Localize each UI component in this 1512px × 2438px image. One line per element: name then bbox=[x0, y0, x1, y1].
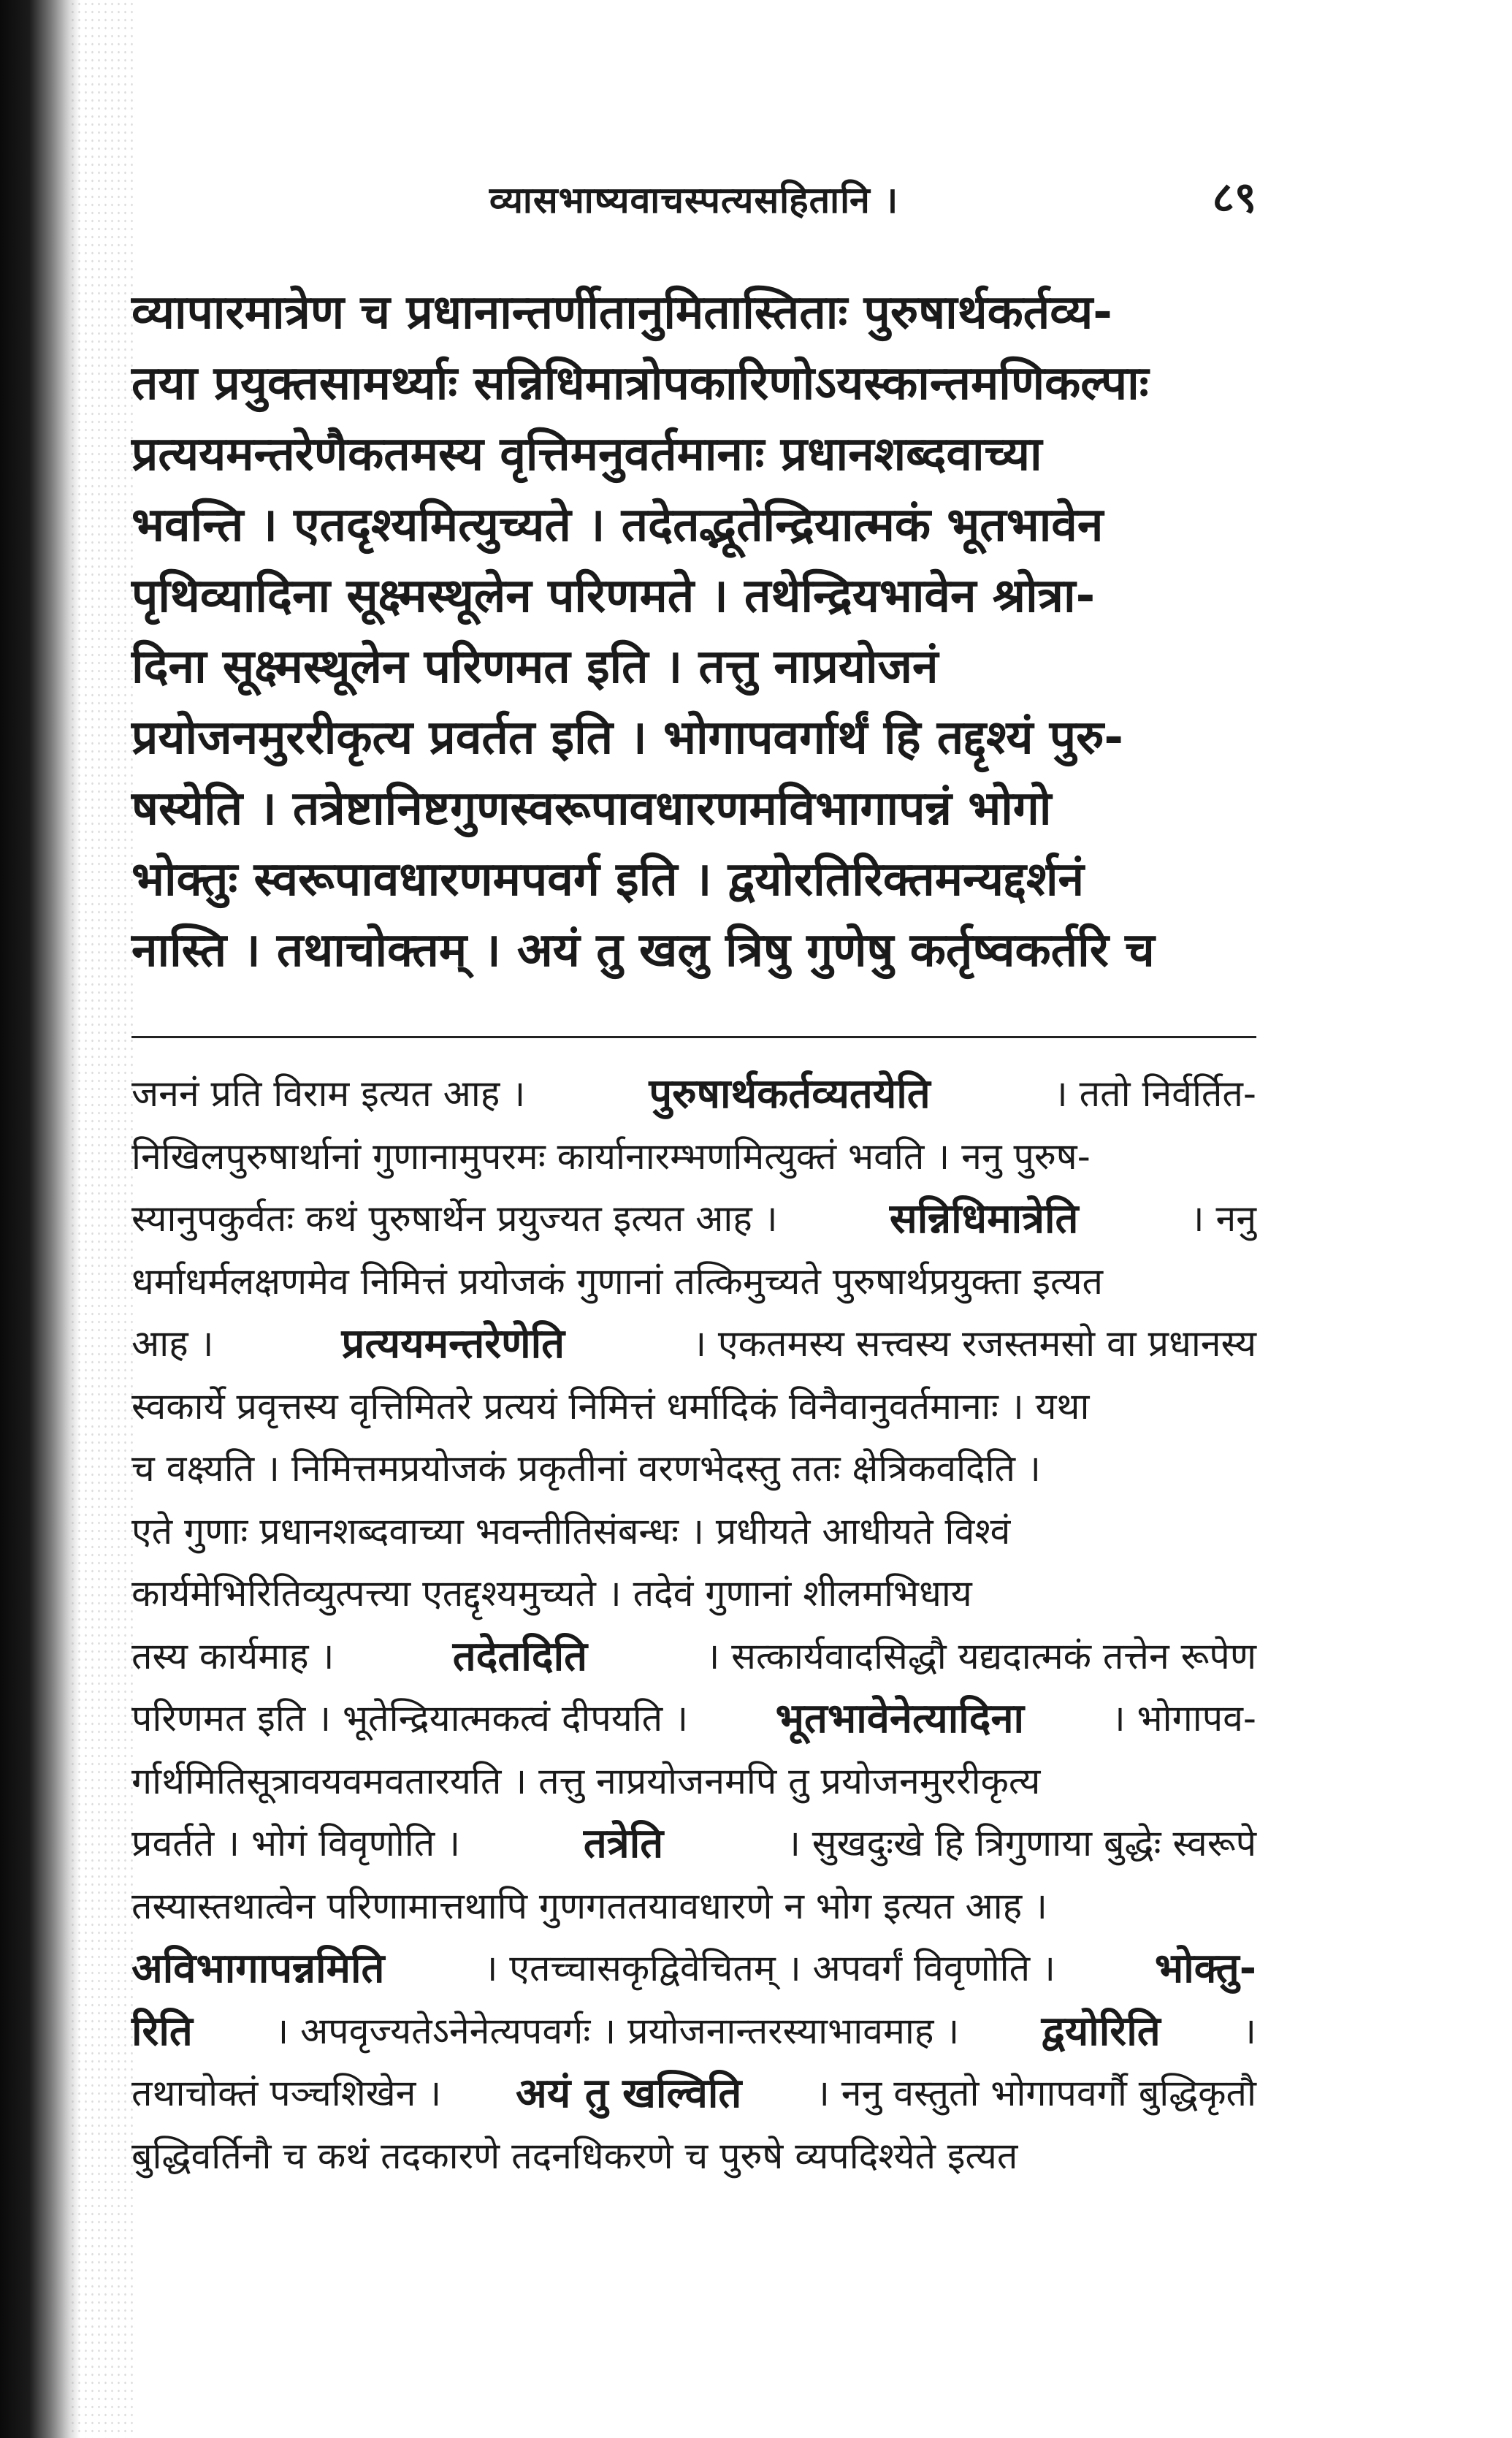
commentary-text: । ननु वस्तुतो भोगापवर्गौ बुद्धिकृतौ bbox=[815, 2072, 1256, 2114]
commentary-text: एते गुणाः प्रधानशब्दवाच्या भवन्तीतिसंबन्धः । प्रधीयते आधीयते विश्वं bbox=[131, 1509, 1011, 1553]
main-text-line: षस्येति । तत्रेष्टानिष्टगुणस्वरूपावधारणमविभागापन्नं भोगो bbox=[131, 782, 1052, 836]
commentary-line bbox=[131, 1751, 1256, 1813]
commentary-line bbox=[131, 1938, 1256, 2000]
commentary-lemma: सन्निधिमात्रेति bbox=[889, 1195, 1079, 1243]
commentary-block bbox=[131, 1063, 1256, 2187]
commentary-text: । भोगापव- bbox=[1111, 1697, 1256, 1740]
commentary-line bbox=[131, 1313, 1256, 1376]
commentary-lemma: अयं तु खल्विति bbox=[515, 2070, 742, 2117]
commentary-text: । ततो निर्वर्तित- bbox=[1053, 1073, 1256, 1115]
commentary-lemma: प्रत्ययमन्तरेणेति bbox=[341, 1320, 565, 1368]
commentary-lemma: अविभागापन्नमिति bbox=[131, 1945, 385, 1992]
commentary-text: तथाचोक्तं पञ्चशिखेन । bbox=[131, 2072, 442, 2114]
commentary-text: बुद्धिवर्तिनौ च कथं तदकारणे तदनधिकरणे च पुरुषे व्यपदिश्येते इत्यत bbox=[131, 2134, 1018, 2177]
main-text-line: दिना सूक्ष्मस्थूलेन परिणमत इति । तत्तु नाप्रयोजनं bbox=[131, 640, 939, 694]
commentary-line bbox=[131, 2062, 1256, 2125]
commentary-lemma: भोक्तु- bbox=[1154, 1945, 1256, 1992]
main-text-line: प्रत्ययमन्तरेणैकतमस्य वृत्तिमनुवर्तमानाः प्रधानशब्दवाच्या bbox=[131, 427, 1042, 481]
commentary-text: । एतच्चासकृद्विवेचितम् । अपवर्गं विवृणोति । bbox=[484, 1947, 1055, 1989]
commentary-text: जननं प्रति विराम इत्यत आह । bbox=[131, 1073, 526, 1115]
commentary-line bbox=[131, 1626, 1256, 1688]
commentary-line bbox=[131, 1563, 1256, 1626]
commentary-lemma: रिति bbox=[131, 2007, 193, 2055]
commentary-text: प्रवर्तते । भोगं विवृणोति । bbox=[131, 1822, 461, 1864]
running-title: व्यासभाष्यवाचस्पत्यसहितानि । bbox=[489, 179, 899, 221]
commentary-lemma: द्वयोरिति bbox=[1041, 2007, 1161, 2055]
commentary-line bbox=[131, 1501, 1256, 1563]
main-text-block bbox=[131, 278, 1256, 986]
main-text-line: प्रयोजनमुररीकृत्य प्रवर्तत इति । भोगापवर्गार्थं हि तद्दृश्यं पुरु- bbox=[131, 711, 1123, 765]
commentary-text: र्गार्थमितिसूत्रावयवमवतारयति । तत्तु नाप्रयोजनमपि तु प्रयोजनमुररीकृत्य bbox=[131, 1759, 1041, 1802]
commentary-line bbox=[131, 1063, 1256, 1126]
commentary-line bbox=[131, 1875, 1256, 1938]
commentary-lemma: तत्रेति bbox=[583, 1820, 664, 1867]
commentary-line bbox=[131, 1376, 1256, 1439]
commentary-text: । सुखदुःखे हि त्रिगुणाया बुद्धेः स्वरूपे bbox=[786, 1822, 1256, 1864]
commentary-text: धर्माधर्मलक्षणमेव निमित्तं प्रयोजकं गुणानां तत्किमुच्यते पुरुषार्थप्रयुक्ता इत्यत bbox=[131, 1260, 1104, 1303]
commentary-lemma: तदेतदिति bbox=[452, 1632, 587, 1680]
commentary-text: तस्य कार्यमाह । bbox=[131, 1634, 335, 1677]
commentary-text: । bbox=[1242, 2009, 1256, 2052]
commentary-line bbox=[131, 1126, 1256, 1189]
main-text-line: पृथिव्यादिना सूक्ष्मस्थूलेन परिणमते । तथेन्द्रियभावेन श्रोत्रा- bbox=[131, 569, 1096, 623]
page-number: ८९ bbox=[1212, 172, 1256, 222]
commentary-text: स्यानुपकुर्वतः कथं पुरुषार्थेन प्रयुज्यत इत्यत आह । bbox=[131, 1197, 778, 1240]
running-head bbox=[131, 153, 1256, 234]
main-text-line: भोक्तुः स्वरूपावधारणमपवर्ग इति । द्वयोरतिरिक्तमन्यद्दर्शनं bbox=[131, 853, 1085, 907]
commentary-text: परिणमत इति । भूतेन्द्रियात्मकत्वं दीपयति । bbox=[131, 1697, 689, 1740]
commentary-line bbox=[131, 1438, 1256, 1501]
commentary-line bbox=[131, 2000, 1256, 2063]
commentary-line bbox=[131, 2125, 1256, 2188]
commentary-text: आह । bbox=[131, 1322, 214, 1365]
scan-page-edge-texture bbox=[69, 0, 135, 2438]
scan-page-edge-shadow bbox=[0, 0, 80, 2438]
commentary-line bbox=[131, 1813, 1256, 1875]
commentary-text: । एकतमस्य सत्त्वस्य रजस्तमसो वा प्रधानस्य bbox=[692, 1322, 1256, 1365]
main-text-line: व्यापारमात्रेण च प्रधानान्तर्णीतानुमितास्तिताः पुरुषार्थकर्तव्य- bbox=[131, 286, 1112, 340]
commentary-text: च वक्ष्यति । निमित्तमप्रयोजकं प्रकृतीनां वरणभेदस्तु ततः क्षेत्रिकवदिति । bbox=[131, 1447, 1041, 1490]
commentary-text: तस्यास्तथात्वेन परिणामात्तथापि गुणगततयावधारणे न भोग इत्यत आह । bbox=[131, 1884, 1048, 1927]
commentary-text: । ननु bbox=[1190, 1197, 1256, 1240]
commentary-line bbox=[131, 1688, 1256, 1751]
commentary-text: कार्यमेभिरितिव्युत्पत्त्या एतद्दृश्यमुच्यते । तदेवं गुणानां शीलमभिधाय bbox=[131, 1572, 972, 1615]
main-text-line: नास्ति । तथाचोक्तम् । अयं तु खलु त्रिषु गुणेषु कर्तृष्वकर्तरि च bbox=[131, 923, 1155, 978]
commentary-text: । अपवृज्यतेऽनेनेत्यपवर्गः । प्रयोजनान्तरस्याभावमाह । bbox=[275, 2009, 960, 2052]
commentary-text: । सत्कार्यवादसिद्धौ यद्यदात्मकं तत्तेन रूपेण bbox=[706, 1634, 1256, 1677]
main-text-line: भवन्ति । एतदृश्यमित्युच्यते । तदेतद्भूतेन्द्रियात्मकं भूतभावेन bbox=[131, 498, 1104, 552]
commentary-line bbox=[131, 1251, 1256, 1314]
commentary-lemma: भूतभावेनेत्यादिना bbox=[775, 1695, 1025, 1742]
commentary-line bbox=[131, 1188, 1256, 1251]
commentary-lemma: पुरुषार्थकर्तव्यतयेति bbox=[649, 1070, 931, 1118]
main-text-line: तया प्रयुक्तसामर्थ्याः सन्निधिमात्रोपकारिणोऽयस्कान्तमणिकल्पाः bbox=[131, 357, 1149, 411]
commentary-text: स्वकार्ये प्रवृत्तस्य वृत्तिमितरे प्रत्ययं निमित्तं धर्मादिकं विनैवानुवर्तमानाः । यथा bbox=[131, 1384, 1090, 1428]
section-divider bbox=[131, 1036, 1256, 1038]
commentary-text: निखिलपुरुषार्थानां गुणानामुपरमः कार्यानारम्भणमित्युक्तं भवति । ननु पुरुष- bbox=[131, 1135, 1091, 1178]
